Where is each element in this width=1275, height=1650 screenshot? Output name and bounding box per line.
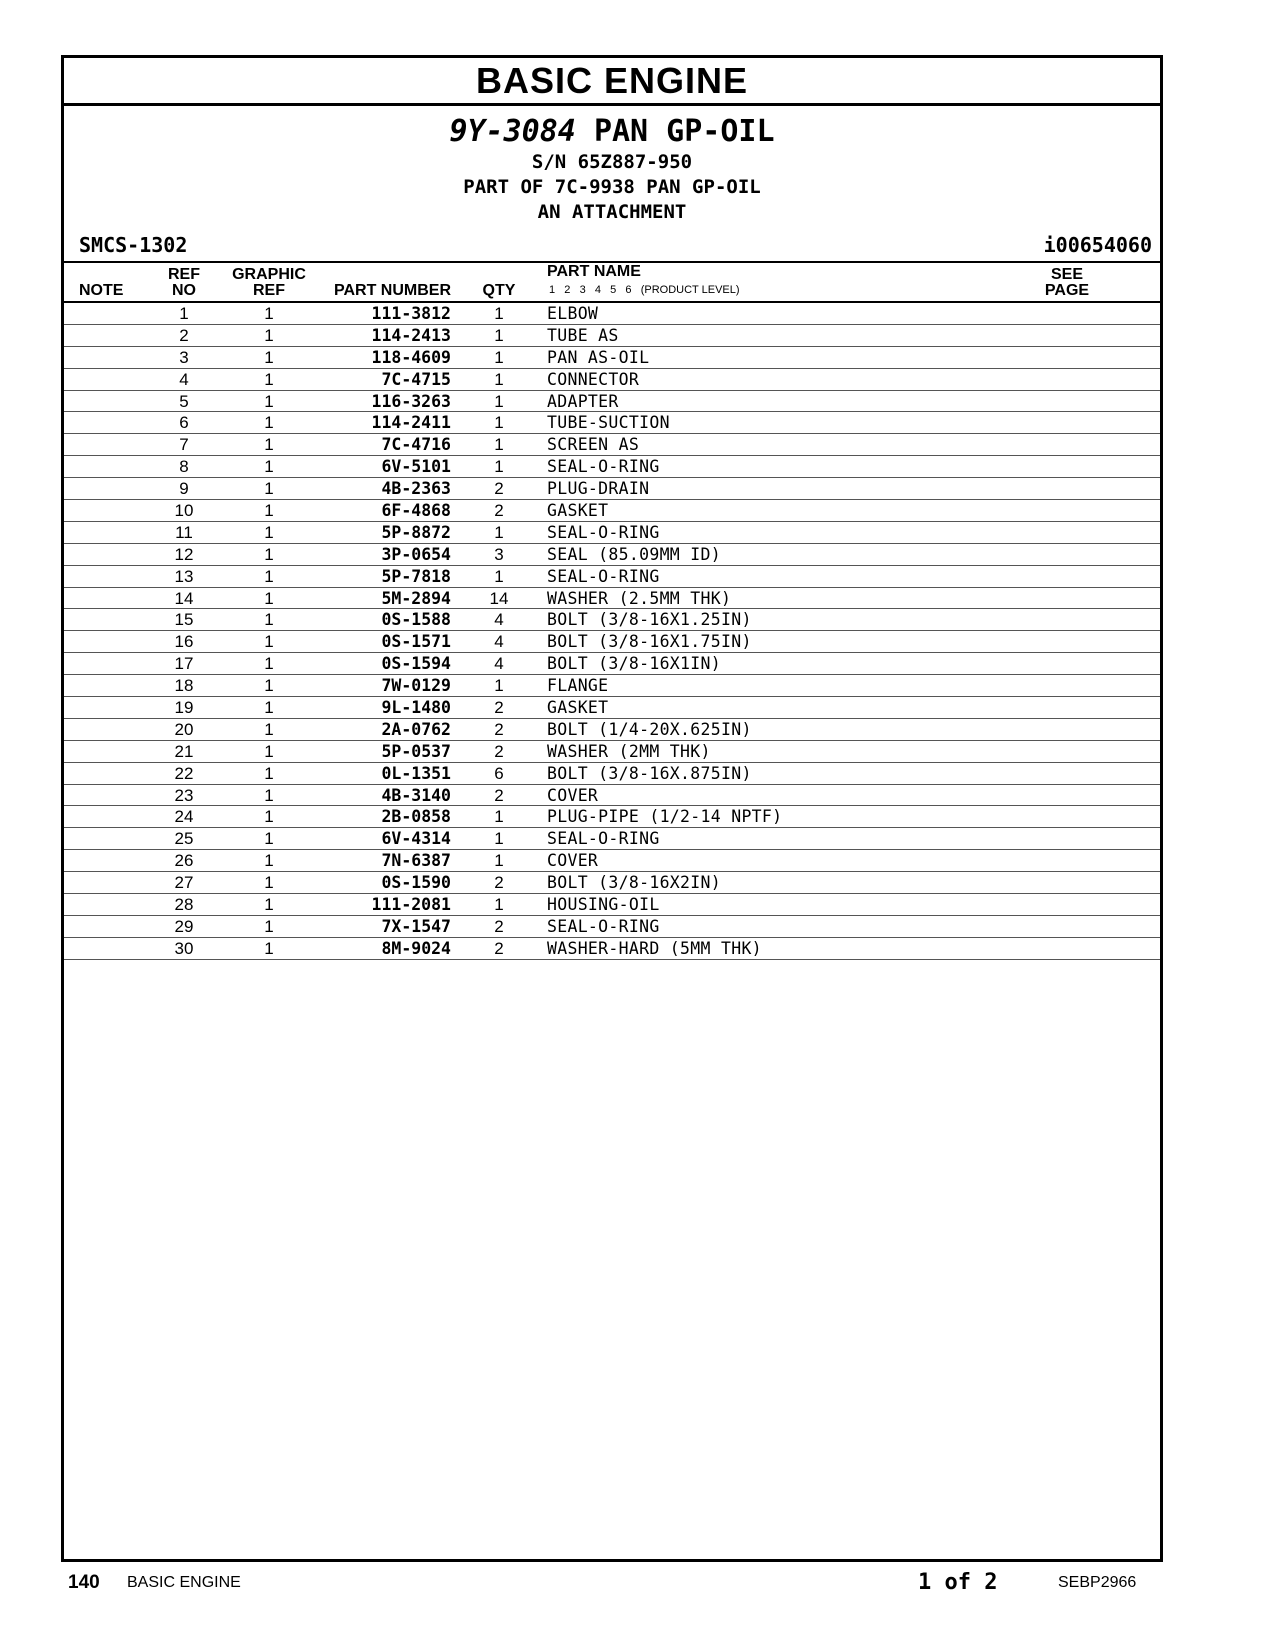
part-name: GASKET [547, 698, 609, 718]
page-of: 1 of 2 [918, 1570, 998, 1595]
table-row [64, 456, 1160, 478]
quantity: 1 [494, 413, 504, 433]
table-row [64, 522, 1160, 544]
table-row [64, 609, 1160, 631]
part-number: 111-2081 [371, 895, 451, 915]
quantity: 4 [494, 632, 504, 652]
part-name: WASHER-HARD (5MM THK) [547, 938, 762, 958]
quantity: 1 [494, 325, 504, 345]
graphic-ref: 1 [264, 719, 274, 739]
group-title [64, 114, 1160, 150]
part-name: TUBE-SUCTION [547, 413, 670, 433]
table-row [64, 675, 1160, 697]
header-see-bottom: PAGE [1044, 282, 1090, 299]
part-number: 4B-2363 [381, 479, 451, 499]
quantity: 1 [494, 347, 504, 367]
graphic-ref: 1 [264, 391, 274, 411]
graphic-ref: 1 [264, 304, 274, 323]
quantity: 6 [494, 763, 504, 783]
ref-no: 22 [174, 763, 194, 783]
table-row [64, 785, 1160, 807]
graphic-ref: 1 [264, 457, 274, 477]
graphic-ref: 1 [264, 413, 274, 433]
table-row [64, 741, 1160, 763]
header-graphic-top: GRAPHIC [232, 266, 306, 283]
header-note: NOTE [79, 282, 124, 299]
part-name: BOLT (3/8-16X.875IN) [547, 763, 752, 783]
header-qty: QTY [482, 282, 516, 299]
part-name: COVER [547, 785, 599, 805]
part-number: 7X-1547 [381, 916, 451, 936]
quantity: 1 [494, 391, 504, 411]
part-name: ELBOW [547, 304, 599, 323]
part-number: 9L-1480 [381, 698, 451, 718]
graphic-ref: 1 [264, 829, 274, 849]
part-name: SEAL-O-RING [547, 522, 660, 542]
part-number: 118-4609 [371, 347, 451, 367]
table-header [64, 261, 1160, 303]
part-name: SEAL-O-RING [547, 916, 660, 936]
smcs-code: SMCS-1302 [79, 233, 188, 257]
ref-no: 21 [174, 741, 194, 761]
table-row [64, 391, 1160, 413]
ref-no: 15 [174, 610, 194, 630]
quantity: 2 [494, 741, 504, 761]
quantity: 1 [494, 676, 504, 696]
quantity: 2 [494, 501, 504, 521]
part-number: 0L-1351 [381, 763, 451, 783]
header-ref-top: REF [168, 266, 200, 283]
part-number: 0S-1571 [381, 632, 451, 652]
ref-no: 19 [174, 698, 194, 718]
part-name: CONNECTOR [547, 369, 640, 389]
graphic-ref: 1 [264, 851, 274, 871]
part-name: WASHER (2.5MM THK) [547, 588, 732, 608]
ref-no: 7 [179, 435, 189, 455]
part-number: 116-3263 [371, 391, 451, 411]
graphic-ref: 1 [264, 785, 274, 805]
footer-section: BASIC ENGINE [127, 1574, 241, 1591]
header-see-top: SEE [1050, 266, 1083, 283]
part-number: 114-2413 [371, 325, 451, 345]
part-name: ADAPTER [547, 391, 619, 411]
quantity: 14 [489, 588, 509, 608]
part-number: 7W-0129 [381, 676, 451, 696]
graphic-ref: 1 [264, 566, 274, 586]
table-row [64, 763, 1160, 785]
ref-no: 30 [174, 938, 194, 958]
table-row [64, 500, 1160, 522]
quantity: 1 [494, 435, 504, 455]
graphic-ref: 1 [264, 522, 274, 542]
ref-no: 6 [179, 413, 189, 433]
ref-no: 4 [179, 369, 189, 389]
table-row [64, 872, 1160, 894]
ref-no: 24 [174, 807, 194, 827]
ref-no: 23 [174, 785, 194, 805]
part-name: SEAL (85.09MM ID) [547, 544, 721, 564]
ref-no: 17 [174, 654, 194, 674]
quantity: 2 [494, 916, 504, 936]
part-number: 5M-2894 [381, 588, 451, 608]
table-row [64, 544, 1160, 566]
graphic-ref: 1 [264, 895, 274, 915]
reference-codes [64, 233, 1160, 261]
part-name: BOLT (3/8-16X1.25IN) [547, 610, 752, 630]
part-name: BOLT (3/8-16X1.75IN) [547, 632, 752, 652]
group-number: 9Y-3084 [449, 114, 576, 149]
quantity: 1 [494, 369, 504, 389]
graphic-ref: 1 [264, 588, 274, 608]
part-name: BOLT (3/8-16X1IN) [547, 654, 721, 674]
part-name: BOLT (3/8-16X2IN) [547, 873, 721, 893]
quantity: 1 [494, 851, 504, 871]
graphic-ref: 1 [264, 501, 274, 521]
ref-no: 18 [174, 676, 194, 696]
group-name: PAN GP-OIL [593, 114, 775, 149]
quantity: 1 [494, 304, 504, 323]
quantity: 2 [494, 785, 504, 805]
graphic-ref: 1 [264, 479, 274, 499]
ref-no: 16 [174, 632, 194, 652]
table-row [64, 916, 1160, 938]
table-row [64, 303, 1160, 325]
table-row [64, 938, 1160, 960]
graphic-ref: 1 [264, 807, 274, 827]
quantity: 2 [494, 698, 504, 718]
part-name: PLUG-DRAIN [547, 479, 650, 499]
ref-no: 14 [174, 588, 194, 608]
graphic-ref: 1 [264, 938, 274, 958]
graphic-ref: 1 [264, 369, 274, 389]
ref-no: 26 [174, 851, 194, 871]
page-number: 140 [68, 1572, 100, 1593]
graphic-ref: 1 [264, 654, 274, 674]
part-number: 7C-4716 [381, 435, 451, 455]
part-number: 2B-0858 [381, 807, 451, 827]
graphic-ref: 1 [264, 544, 274, 564]
ref-no: 10 [174, 501, 194, 521]
ref-no: 3 [179, 347, 189, 367]
ref-no: 25 [174, 829, 194, 849]
quantity: 4 [494, 610, 504, 630]
part-number: 4B-3140 [381, 785, 451, 805]
attachment-line: AN ATTACHMENT [537, 201, 687, 223]
part-name: WASHER (2MM THK) [547, 741, 711, 761]
part-number: 8M-9024 [381, 938, 451, 958]
table-row [64, 478, 1160, 500]
part-number: 7N-6387 [381, 851, 451, 871]
table-row [64, 894, 1160, 916]
quantity: 1 [494, 457, 504, 477]
ref-no: 12 [174, 544, 194, 564]
quantity: 2 [494, 719, 504, 739]
ref-no: 11 [175, 522, 193, 542]
table-row [64, 806, 1160, 828]
quantity: 4 [494, 654, 504, 674]
table-row [64, 719, 1160, 741]
graphic-ref: 1 [264, 610, 274, 630]
table-row [64, 434, 1160, 456]
ref-no: 29 [174, 916, 194, 936]
ref-no: 20 [174, 719, 194, 739]
quantity: 1 [494, 522, 504, 542]
quantity: 2 [494, 479, 504, 499]
ref-no: 8 [179, 457, 189, 477]
ref-no: 27 [174, 873, 194, 893]
graphic-ref: 1 [264, 741, 274, 761]
part-number: 0S-1594 [381, 654, 451, 674]
header-product-levels: 1 2 3 4 5 6 (PRODUCT LEVEL) [549, 284, 740, 296]
graphic-ref: 1 [264, 325, 274, 345]
part-name: PAN AS-OIL [547, 347, 650, 367]
table-row [64, 347, 1160, 369]
table-row [64, 412, 1160, 434]
quantity: 1 [494, 807, 504, 827]
header-part-number: PART NUMBER [333, 282, 451, 299]
part-name: SEAL-O-RING [547, 566, 660, 586]
part-number: 7C-4715 [381, 369, 451, 389]
part-name: COVER [547, 851, 599, 871]
part-number: 6F-4868 [381, 501, 451, 521]
part-name: TUBE AS [547, 325, 619, 345]
quantity: 3 [494, 544, 504, 564]
part-name: FLANGE [547, 676, 609, 696]
part-number: 6V-5101 [381, 457, 451, 477]
part-number: 5P-0537 [381, 741, 451, 761]
part-number: 111-3812 [371, 304, 451, 323]
serial-number-range: S/N 65Z887-950 [531, 151, 693, 173]
part-name: GASKET [547, 501, 609, 521]
table-row [64, 850, 1160, 872]
table-row [64, 697, 1160, 719]
part-name: BOLT (1/4-20X.625IN) [547, 719, 752, 739]
table-row [64, 631, 1160, 653]
document-id: SEBP2966 [1058, 1574, 1137, 1591]
ref-no: 2 [179, 325, 189, 345]
graphic-ref: 1 [264, 873, 274, 893]
quantity: 1 [494, 895, 504, 915]
part-name: HOUSING-OIL [547, 895, 660, 915]
part-of-line: PART OF 7C-9938 PAN GP-OIL [463, 176, 761, 198]
part-number: 0S-1590 [381, 873, 451, 893]
graphic-ref: 1 [264, 632, 274, 652]
table-row [64, 325, 1160, 347]
graphic-ref: 1 [264, 916, 274, 936]
part-number: 5P-8872 [381, 522, 451, 542]
part-number: 0S-1588 [381, 610, 451, 630]
part-number: 114-2411 [371, 413, 451, 433]
part-number: 3P-0654 [381, 544, 451, 564]
ref-no: 5 [179, 391, 189, 411]
section-title: BASIC ENGINE [64, 58, 1160, 106]
illustration-ref: i00654060 [1043, 233, 1152, 257]
part-name: SCREEN AS [547, 435, 640, 455]
part-name: SEAL-O-RING [547, 457, 660, 477]
parts-page-frame [61, 55, 1163, 1562]
part-number: 5P-7818 [381, 566, 451, 586]
part-number: 6V-4314 [381, 829, 451, 849]
ref-no: 13 [174, 566, 194, 586]
header-ref-bottom: NO [172, 282, 196, 299]
quantity: 2 [494, 938, 504, 958]
table-row [64, 828, 1160, 850]
graphic-ref: 1 [264, 435, 274, 455]
ref-no: 28 [174, 895, 194, 915]
quantity: 1 [494, 566, 504, 586]
quantity: 1 [494, 829, 504, 849]
ref-no: 9 [179, 479, 189, 499]
page-footer [0, 1562, 1275, 1602]
graphic-ref: 1 [264, 347, 274, 367]
part-number: 2A-0762 [381, 719, 451, 739]
quantity: 2 [494, 873, 504, 893]
header-graphic-bottom: REF [253, 282, 285, 299]
graphic-ref: 1 [264, 698, 274, 718]
table-row [64, 653, 1160, 675]
part-name: PLUG-PIPE (1/2-14 NPTF) [547, 807, 783, 827]
parts-list [64, 303, 1160, 960]
table-row [64, 588, 1160, 610]
ref-no: 1 [179, 304, 189, 323]
graphic-ref: 1 [264, 763, 274, 783]
part-name: SEAL-O-RING [547, 829, 660, 849]
table-row [64, 369, 1160, 391]
graphic-ref: 1 [264, 676, 274, 696]
header-part-name: PART NAME [547, 263, 641, 280]
table-row [64, 566, 1160, 588]
